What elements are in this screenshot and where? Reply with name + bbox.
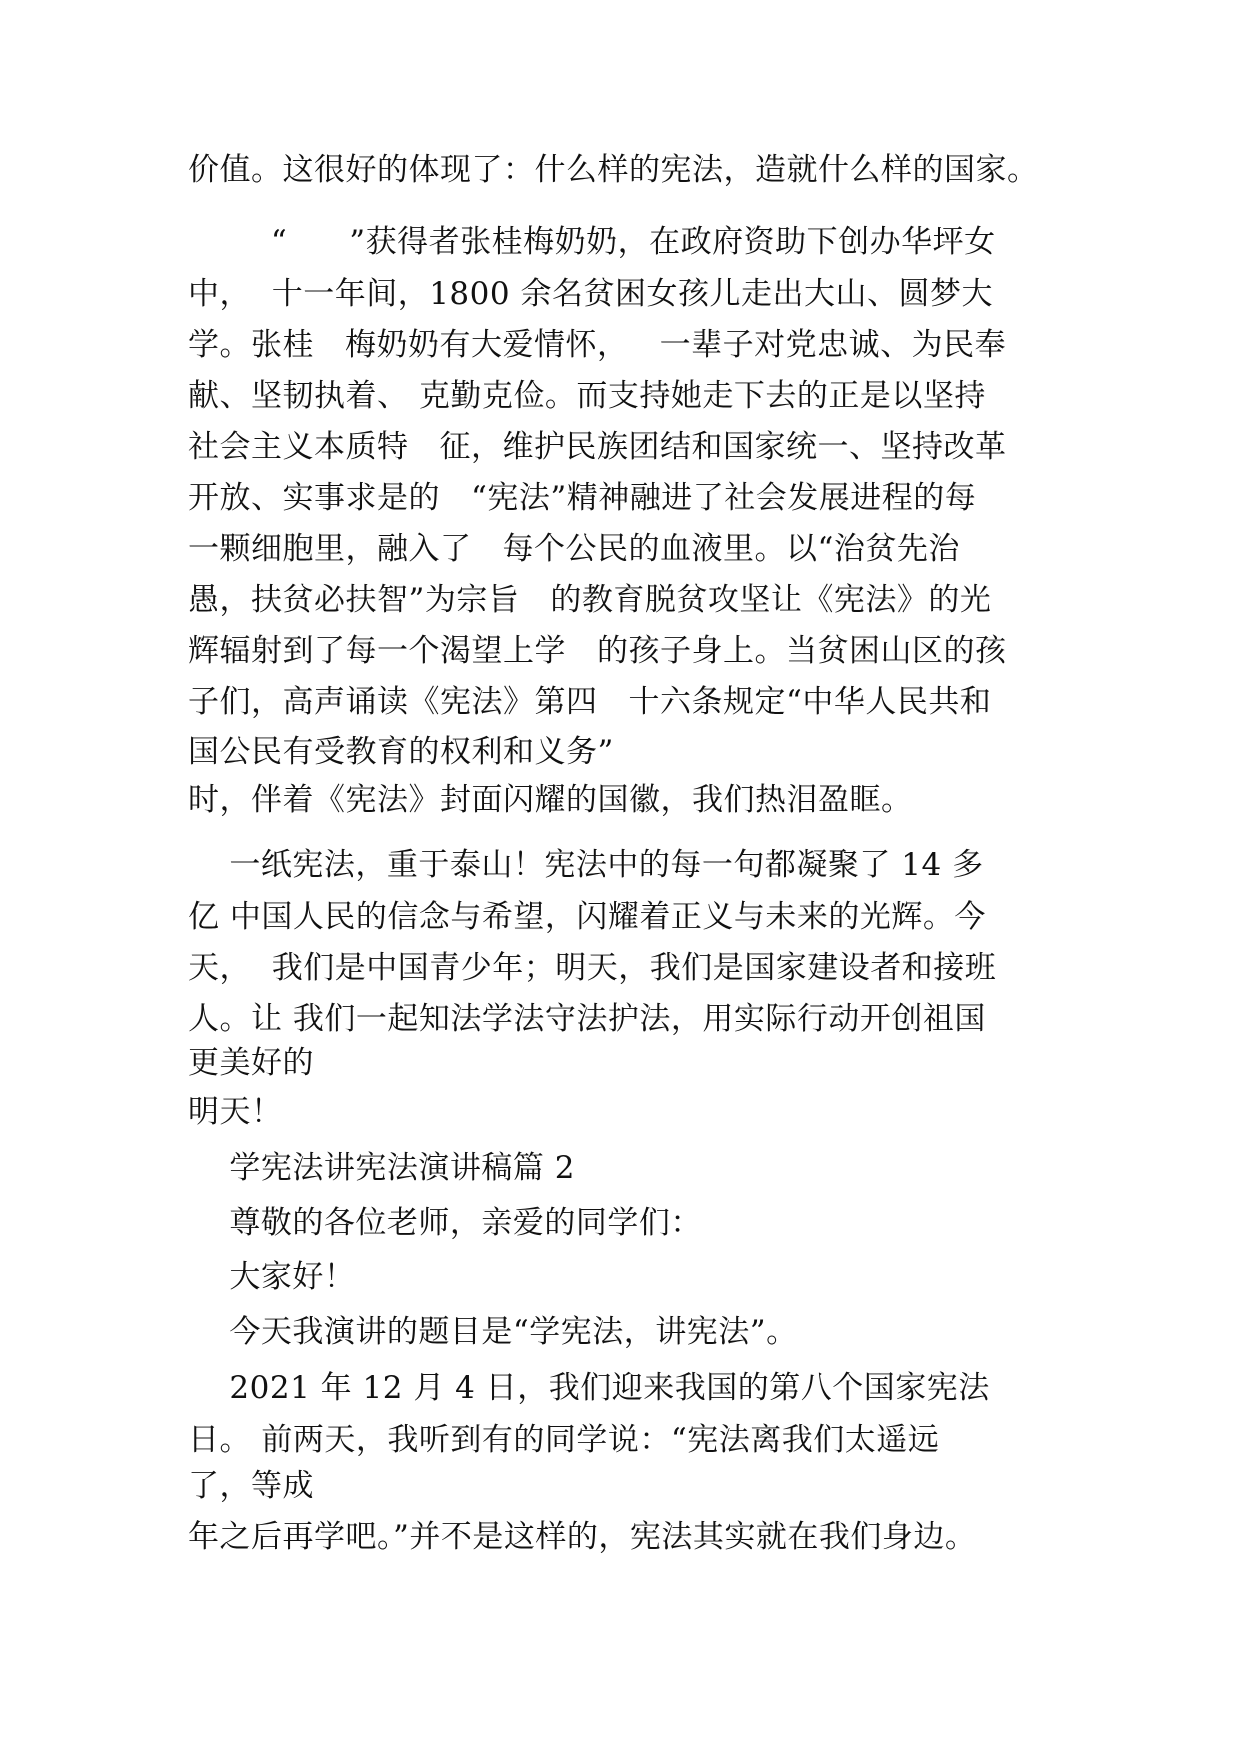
text-line: 了，等成 [188,1468,314,1504]
text-line: 日。 前两天，我听到有的同学说：“宪法离我们太遥远 [188,1422,940,1458]
text-line: 献、坚韧执着、 克勤克俭。而支持她走下去的正是以坚持 [188,378,986,414]
text-line: 2021 年 12 月 4 日，我们迎来我国的第八个国家宪法 [188,1370,990,1406]
text-line: 子们，高声诵读《宪法》第四 十六条规定“中华人民共和 [188,684,992,720]
text-line: 国公民有受教育的权利和义务” [188,734,614,770]
text-line: 年之后再学吧。”并不是这样的，宪法其实就在我们身边。 [188,1519,977,1555]
text-line: 亿 中国人民的信念与希望，闪耀着正义与未来的光辉。今 [188,899,986,935]
section-heading: 学宪法讲宪法演讲稿篇 2 [188,1150,575,1186]
text-line: 开放、实事求是的 “宪法”精神融进了社会发展进程的每 [188,480,977,516]
text-line: 天， 我们是中国青少年；明天，我们是国家建设者和接班 [188,950,997,986]
text-line: 一纸宪法，重于泰山！宪法中的每一句都凝聚了 14 多 [188,847,984,883]
text-line: 时，伴着《宪法》封面闪耀的国徽，我们热泪盈眶。 [188,782,913,818]
text-line: 愚，扶贫必扶智”为宗旨 的教育脱贫攻坚让《宪法》的光 [188,582,992,618]
text-line: 明天！ [188,1094,283,1130]
text-line: 中， 十一年间，1800 余名贫困女孩儿走出大山、圆梦大 [188,276,993,312]
text-line: 辉辐射到了每一个渴望上学 的孩子身上。当贫困山区的孩 [188,633,1007,669]
text-line: 一颗细胞里，融入了 每个公民的血液里。以“治贫先治 [188,531,960,567]
text-line: 尊敬的各位老师，亲爱的同学们： [188,1205,702,1241]
text-line: 价值。这很好的体现了：什么样的宪法，造就什么样的国家。 [188,152,1039,188]
text-line: 更美好的 [188,1045,314,1081]
text-line: “ ”获得者张桂梅奶奶，在政府资助下创办华坪女 [188,224,996,260]
text-line: 学。张桂 梅奶奶有大爱情怀， 一辈子对党忠诚、为民奉 [188,327,1007,363]
text-line: 人。让 我们一起知法学法守法护法，用实际行动开创祖国 [188,1001,986,1037]
text-line: 今天我演讲的题目是“学宪法，讲宪法”。 [188,1314,798,1350]
text-line: 大家好！ [188,1259,356,1295]
text-line: 社会主义本质特 征，维护民族团结和国家统一、坚持改革 [188,429,1007,465]
